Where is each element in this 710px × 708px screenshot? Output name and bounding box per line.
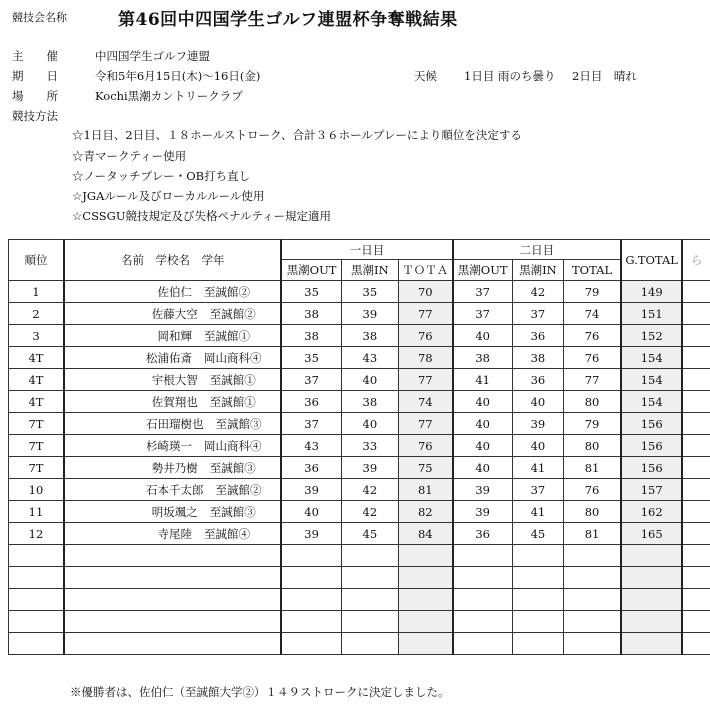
empty-cell [621,589,682,611]
day1-in-cell: 33 [341,435,398,457]
day1-header: 一日目 [281,240,452,260]
day1-in-cell: 40 [341,369,398,391]
extra-cell [682,303,710,325]
empty-cell [341,633,398,655]
table-row [9,369,710,391]
player-name: 松浦佑斎 [145,350,192,365]
rank-cell: 10 [9,479,64,501]
empty-cell [281,567,341,589]
extra-cell [682,391,710,413]
day2-in-header: 黒潮IN [512,260,563,281]
day1-in-cell: 40 [341,413,398,435]
empty-cell [399,589,453,611]
player-name: 佐賀翔也 [151,394,198,409]
gtotal-cell: 156 [621,435,682,457]
empty-cell [682,545,710,567]
player-cell [64,501,281,523]
day2-total-cell: 76 [563,347,621,369]
table-row [9,501,710,523]
empty-cell [453,589,513,611]
table-row [9,281,710,303]
player-school: 至誠館③ [209,504,256,519]
day2-total-cell: 79 [563,281,621,303]
empty-row [9,567,710,589]
extra-cell [682,413,710,435]
day2-total-cell: 76 [563,325,621,347]
empty-cell [341,545,398,567]
day2-out-cell: 40 [453,457,513,479]
player-school: 至誠館① [203,328,250,343]
extra-cell [682,479,710,501]
extra-header: ら [682,240,710,281]
day1-out-cell: 43 [281,435,341,457]
day2-total-cell: 80 [563,435,621,457]
gtotal-cell: 154 [621,391,682,413]
day2-total-cell: 77 [563,369,621,391]
page-title: 第46回中四国学生ゴルフ連盟杯争奪戦結果 [118,10,458,30]
player-school: 至誠館② [209,306,256,321]
day1-in-cell: 39 [341,303,398,325]
player-cell [64,325,281,347]
day2-header: 二日目 [453,240,622,260]
empty-cell [9,545,64,567]
table-row [9,523,710,545]
extra-cell [682,501,710,523]
empty-cell [621,633,682,655]
day1-total-cell: 78 [399,347,453,369]
empty-cell [64,589,281,611]
player-name: 岡和輝 [157,328,192,343]
day2-out-cell: 41 [453,369,513,391]
day1-total-header: ＴＯＴＡ [399,260,453,281]
table-row [9,391,710,413]
empty-cell [563,567,621,589]
gtotal-cell: 149 [621,281,682,303]
empty-cell [64,567,281,589]
gtotal-header: G.TOTAL [621,240,682,281]
empty-cell [453,633,513,655]
day2-out-cell: 38 [453,347,513,369]
day1-total-cell: 82 [399,501,453,523]
player-cell [64,347,281,369]
rank-cell: 3 [9,325,64,347]
day1-out-cell: 37 [281,369,341,391]
day2-in-cell: 36 [512,369,563,391]
empty-cell [399,633,453,655]
empty-cell [9,589,64,611]
table-row [9,303,710,325]
extra-cell [682,347,710,369]
day1-total-cell: 74 [399,391,453,413]
empty-row [9,633,710,655]
rank-cell: 4T [9,347,64,369]
day2-in-cell: 39 [512,413,563,435]
table-row [9,479,710,501]
day2-total-cell: 76 [563,479,621,501]
gtotal-cell: 154 [621,369,682,391]
empty-cell [453,611,513,633]
gtotal-cell: 157 [621,479,682,501]
day1-out-cell: 39 [281,479,341,501]
empty-cell [621,611,682,633]
rank-cell: 7T [9,435,64,457]
method-item: ☆青マークティー使用 [72,149,187,163]
day1-in-cell: 35 [341,281,398,303]
player-name: 杉崎瑛一 [145,438,192,453]
day2-in-cell: 37 [512,479,563,501]
method-item: ☆JGAルール及びローカルルール使用 [72,189,265,203]
event-name-label: 競技会名称 [12,11,67,24]
gtotal-cell: 154 [621,347,682,369]
day2-in-cell: 40 [512,391,563,413]
rank-cell: 4T [9,369,64,391]
player-name: 石本千太郎 [145,482,204,497]
rank-header: 順位 [9,240,64,281]
extra-cell [682,281,710,303]
empty-cell [281,545,341,567]
rank-cell: 2 [9,303,64,325]
rank-cell: 1 [9,281,64,303]
day1-total-cell: 77 [399,369,453,391]
player-school: 岡山商科④ [203,438,262,453]
player-school: 至誠館④ [203,526,250,541]
day1-out-cell: 36 [281,391,341,413]
day2-out-cell: 40 [453,325,513,347]
rank-cell: 7T [9,413,64,435]
empty-cell [512,545,563,567]
empty-cell [512,567,563,589]
player-school: 至誠館② [203,284,250,299]
venue-key: 場 所 [12,89,58,103]
rank-cell: 11 [9,501,64,523]
player-name: 寺尾陸 [157,526,192,541]
empty-cell [399,567,453,589]
empty-cell [512,611,563,633]
rank-cell: 7T [9,457,64,479]
results-table [8,239,710,655]
table-row [9,325,710,347]
day1-in-cell: 42 [341,479,398,501]
empty-cell [563,589,621,611]
day2-out-cell: 39 [453,479,513,501]
name-header: 名前 学校名 学年 [64,240,281,281]
extra-cell [682,435,710,457]
day2-total-cell: 80 [563,501,621,523]
empty-cell [281,611,341,633]
empty-cell [563,545,621,567]
day2-total-cell: 81 [563,523,621,545]
player-name: 明坂颯之 [151,504,198,519]
method-item: ☆ノータッチプレー・OB打ち直し [72,169,251,183]
player-school: 至誠館② [215,482,262,497]
day2-in-cell: 40 [512,435,563,457]
empty-cell [9,633,64,655]
weather-day2: 2日目 晴れ [572,69,637,83]
gtotal-cell: 151 [621,303,682,325]
empty-cell [281,633,341,655]
day2-in-cell: 45 [512,523,563,545]
day2-in-cell: 42 [512,281,563,303]
day2-total-cell: 74 [563,303,621,325]
player-cell [64,457,281,479]
empty-cell [621,567,682,589]
day1-total-cell: 70 [399,281,453,303]
day2-total-cell: 79 [563,413,621,435]
rank-cell: 12 [9,523,64,545]
date-value: 令和5年6月15日(木)〜16日(金) [95,69,261,83]
player-name: 佐藤大空 [151,306,198,321]
day1-in-header: 黒潮IN [341,260,398,281]
empty-cell [9,567,64,589]
empty-cell [563,633,621,655]
player-name: 佐伯仁 [157,284,192,299]
venue-value: Kochi黒潮カントリークラブ [95,89,243,103]
gtotal-cell: 165 [621,523,682,545]
day1-out-cell: 35 [281,347,341,369]
day2-out-cell: 37 [453,303,513,325]
day2-out-cell: 37 [453,281,513,303]
day1-out-header: 黒潮OUT [281,260,341,281]
day1-total-cell: 81 [399,479,453,501]
day1-in-cell: 38 [341,325,398,347]
day1-total-cell: 75 [399,457,453,479]
day2-out-cell: 40 [453,391,513,413]
day1-in-cell: 39 [341,457,398,479]
day2-total-cell: 81 [563,457,621,479]
organizer-value: 中四国学生ゴルフ連盟 [95,49,210,63]
table-row [9,435,710,457]
day1-out-cell: 36 [281,457,341,479]
extra-cell [682,369,710,391]
player-cell [64,281,281,303]
day1-out-cell: 38 [281,303,341,325]
empty-cell [341,589,398,611]
day2-total-header: TOTAL [563,260,621,281]
weather-label: 天候 [414,69,437,83]
player-school: 至誠館③ [209,460,256,475]
day1-total-cell: 76 [399,325,453,347]
table-row [9,347,710,369]
day1-total-cell: 77 [399,413,453,435]
player-cell [64,435,281,457]
player-cell [64,303,281,325]
method-label: 競技方法 [12,109,58,123]
empty-cell [64,545,281,567]
empty-cell [64,633,281,655]
player-name: 石田瑠樹也 [145,416,204,431]
player-cell [64,479,281,501]
gtotal-cell: 162 [621,501,682,523]
day1-out-cell: 35 [281,281,341,303]
gtotal-cell: 156 [621,457,682,479]
gtotal-cell: 152 [621,325,682,347]
empty-cell [9,611,64,633]
player-cell [64,523,281,545]
date-key: 期 日 [12,69,58,83]
day2-out-header: 黒潮OUT [453,260,513,281]
day1-out-cell: 38 [281,325,341,347]
day2-in-cell: 37 [512,303,563,325]
empty-cell [399,611,453,633]
empty-cell [399,545,453,567]
table-row [9,457,710,479]
empty-cell [453,567,513,589]
player-cell [64,391,281,413]
empty-row [9,611,710,633]
day1-in-cell: 42 [341,501,398,523]
day1-out-cell: 39 [281,523,341,545]
organizer-key: 主 催 [12,49,58,63]
day1-out-cell: 37 [281,413,341,435]
empty-cell [453,545,513,567]
empty-cell [682,611,710,633]
day2-out-cell: 39 [453,501,513,523]
day1-total-cell: 76 [399,435,453,457]
empty-cell [341,567,398,589]
player-cell [64,413,281,435]
empty-row [9,545,710,567]
day2-in-cell: 38 [512,347,563,369]
empty-cell [512,589,563,611]
empty-cell [281,589,341,611]
day2-in-cell: 36 [512,325,563,347]
extra-cell [682,523,710,545]
day1-in-cell: 43 [341,347,398,369]
empty-cell [341,611,398,633]
day2-in-cell: 41 [512,457,563,479]
winner-note: ※優勝者は、佐伯仁（至誠館大学②）１４９ストロークに決定しました。 [70,685,450,699]
rank-cell: 4T [9,391,64,413]
empty-cell [682,633,710,655]
day1-total-cell: 77 [399,303,453,325]
empty-cell [682,589,710,611]
day2-out-cell: 36 [453,523,513,545]
day2-total-cell: 80 [563,391,621,413]
empty-cell [621,545,682,567]
extra-cell [682,325,710,347]
player-school: 至誠館① [209,394,256,409]
day1-out-cell: 40 [281,501,341,523]
day1-in-cell: 38 [341,391,398,413]
empty-cell [563,611,621,633]
gtotal-cell: 156 [621,413,682,435]
player-cell [64,369,281,391]
extra-cell [682,457,710,479]
day2-out-cell: 40 [453,413,513,435]
empty-row [9,589,710,611]
day2-in-cell: 41 [512,501,563,523]
weather-day1: 1日目 雨のち曇り [464,69,556,83]
player-school: 至誠館③ [215,416,262,431]
player-school: 岡山商科④ [203,350,262,365]
method-item: ☆CSSGU競技規定及び失格ペナルティー規定適用 [72,209,332,223]
player-name: 宇根大智 [151,372,198,387]
empty-cell [64,611,281,633]
table-row [9,413,710,435]
player-name: 勢井乃樹 [151,460,198,475]
method-item: ☆1日目、2日目、１８ホールストローク、合計３６ホールプレーにより順位を決定する [72,128,522,142]
player-school: 至誠館① [209,372,256,387]
day2-out-cell: 40 [453,435,513,457]
day1-in-cell: 45 [341,523,398,545]
empty-cell [512,633,563,655]
day1-total-cell: 84 [399,523,453,545]
empty-cell [682,567,710,589]
